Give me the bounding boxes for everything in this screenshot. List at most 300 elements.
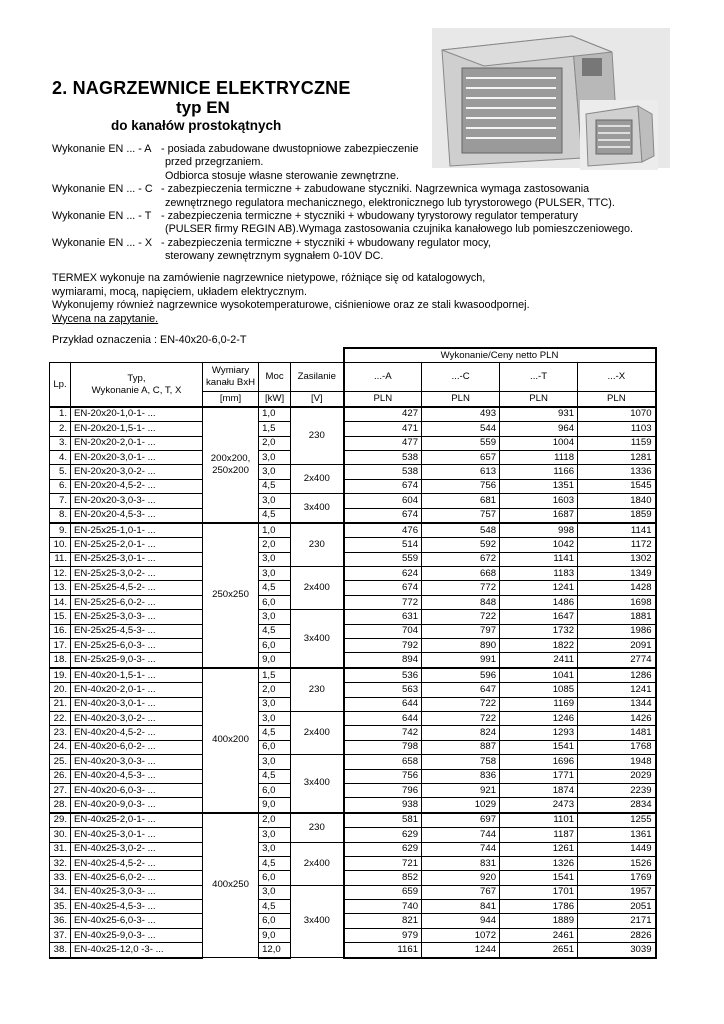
price-t: 1541 [500, 871, 578, 885]
table-row [50, 595, 656, 609]
row-dims: 400x250 [203, 813, 259, 958]
price-x: 1957 [578, 885, 656, 899]
table-row [50, 422, 656, 436]
price-c: 647 [422, 683, 500, 697]
row-type: EN-40x25-4,5-3- ... [71, 900, 203, 914]
price-c: 668 [422, 567, 500, 581]
price-t: 1701 [500, 885, 578, 899]
price-x: 1141 [578, 523, 656, 538]
row-number: 17. [50, 639, 71, 653]
row-type: EN-40x20-3,0-2- ... [71, 711, 203, 725]
price-c: 848 [422, 595, 500, 609]
price-a: 644 [344, 711, 422, 725]
table-row [50, 523, 656, 538]
row-type: EN-20x20-1,5-1- ... [71, 422, 203, 436]
price-c: 757 [422, 508, 500, 523]
header-a: ...-A [344, 363, 422, 392]
group-header: Wykonanie/Ceny netto PLN [344, 348, 656, 363]
price-t: 1647 [500, 610, 578, 624]
row-power: 2,0 [259, 683, 291, 697]
price-a: 852 [344, 871, 422, 885]
row-supply: 3x400 [291, 885, 344, 957]
price-c: 1244 [422, 943, 500, 958]
price-a: 659 [344, 885, 422, 899]
price-x: 1426 [578, 711, 656, 725]
price-t: 1732 [500, 624, 578, 638]
table-row [50, 552, 656, 566]
row-number: 2. [50, 422, 71, 436]
table-row [50, 928, 656, 942]
row-type: EN-20x20-2,0-1- ... [71, 436, 203, 450]
price-t: 1183 [500, 567, 578, 581]
price-t: 964 [500, 422, 578, 436]
price-x: 1481 [578, 726, 656, 740]
price-t: 1041 [500, 668, 578, 683]
price-t: 1603 [500, 494, 578, 508]
row-dims: 250x250 [203, 523, 259, 668]
price-t: 1101 [500, 813, 578, 828]
price-t: 1246 [500, 711, 578, 725]
row-number: 8. [50, 508, 71, 523]
row-power: 1,5 [259, 668, 291, 683]
table-row [50, 697, 656, 711]
row-supply: 3x400 [291, 755, 344, 813]
row-number: 20. [50, 683, 71, 697]
table-row [50, 755, 656, 769]
table-row [50, 479, 656, 493]
price-x: 1526 [578, 856, 656, 870]
row-number: 26. [50, 769, 71, 783]
row-power: 3,0 [259, 885, 291, 899]
row-power: 6,0 [259, 639, 291, 653]
price-t: 1889 [500, 914, 578, 928]
row-number: 22. [50, 711, 71, 725]
row-type: EN-40x20-3,0-1- ... [71, 697, 203, 711]
price-c: 697 [422, 813, 500, 828]
row-power: 3,0 [259, 755, 291, 769]
row-type: EN-40x20-4,5-3- ... [71, 769, 203, 783]
price-c: 758 [422, 755, 500, 769]
price-c: 1072 [422, 928, 500, 942]
price-a: 581 [344, 813, 422, 828]
row-number: 30. [50, 828, 71, 842]
price-a: 427 [344, 407, 422, 422]
price-x: 1449 [578, 842, 656, 856]
price-a: 559 [344, 552, 422, 566]
price-a: 631 [344, 610, 422, 624]
row-power: 4,5 [259, 856, 291, 870]
row-type: EN-40x20-4,5-2- ... [71, 726, 203, 740]
price-a: 629 [344, 828, 422, 842]
variant-text: przed przegrzaniem. [165, 156, 264, 169]
row-type: EN-40x25-4,5-2- ... [71, 856, 203, 870]
price-x: 1769 [578, 871, 656, 885]
table-row [50, 914, 656, 928]
row-number: 37. [50, 928, 71, 942]
row-number: 15. [50, 610, 71, 624]
price-t: 1085 [500, 683, 578, 697]
row-type: EN-25x25-1,0-1- ... [71, 523, 203, 538]
header-power: Moc [259, 363, 291, 392]
row-number: 11. [50, 552, 71, 566]
row-number: 21. [50, 697, 71, 711]
row-number: 19. [50, 668, 71, 683]
price-c: 797 [422, 624, 500, 638]
row-power: 9,0 [259, 798, 291, 813]
row-power: 4,5 [259, 479, 291, 493]
row-number: 4. [50, 450, 71, 464]
header-x: ...-X [578, 363, 656, 392]
variant-text: - zabezpieczenia termiczne + styczniki + wbudowany regulator mocy, [161, 236, 491, 249]
row-power: 3,0 [259, 465, 291, 479]
row-number: 3. [50, 436, 71, 450]
row-power: 3,0 [259, 494, 291, 508]
row-power: 12,0 [259, 943, 291, 958]
price-t: 1822 [500, 639, 578, 653]
price-t: 2651 [500, 943, 578, 958]
row-type: EN-20x20-4,5-2- ... [71, 479, 203, 493]
row-number: 31. [50, 842, 71, 856]
price-t: 1786 [500, 900, 578, 914]
price-c: 613 [422, 465, 500, 479]
price-a: 821 [344, 914, 422, 928]
price-x: 1545 [578, 479, 656, 493]
row-number: 27. [50, 783, 71, 797]
variant-text: zewnętrznego regulatora mechanicznego, elektronicznego lub tyrystorowego (PULSER, TTC). [165, 196, 615, 209]
quote-on-request: Wycena na zapytanie. [52, 312, 159, 325]
row-type: EN-25x25-4,5-3- ... [71, 624, 203, 638]
price-x: 2826 [578, 928, 656, 942]
price-c: 890 [422, 639, 500, 653]
row-supply: 2x400 [291, 465, 344, 494]
price-x: 1428 [578, 581, 656, 595]
row-type: EN-40x20-3,0-3- ... [71, 755, 203, 769]
row-power: 1,0 [259, 407, 291, 422]
price-a: 792 [344, 639, 422, 653]
price-x: 1286 [578, 668, 656, 683]
price-c: 920 [422, 871, 500, 885]
variant-label: Wykonanie EN ... - A [52, 143, 152, 155]
section-type: typ EN [176, 98, 230, 117]
row-type: EN-25x25-3,0-1- ... [71, 552, 203, 566]
blank-cell [50, 348, 344, 363]
section-title: 2. NAGRZEWNICE ELEKTRYCZNE [52, 78, 351, 98]
price-x: 1840 [578, 494, 656, 508]
price-c: 744 [422, 842, 500, 856]
row-power: 6,0 [259, 783, 291, 797]
row-number: 28. [50, 798, 71, 813]
row-number: 18. [50, 653, 71, 668]
price-t: 2411 [500, 653, 578, 668]
table-row [50, 740, 656, 754]
price-t: 931 [500, 407, 578, 422]
table-row [50, 842, 656, 856]
price-c: 767 [422, 885, 500, 899]
table-row [50, 538, 656, 552]
price-t: 1696 [500, 755, 578, 769]
row-number: 1. [50, 407, 71, 422]
price-t: 1351 [500, 479, 578, 493]
table-row [50, 508, 656, 523]
price-x: 1302 [578, 552, 656, 566]
table-row [50, 769, 656, 783]
row-number: 25. [50, 755, 71, 769]
price-c: 772 [422, 581, 500, 595]
row-power: 4,5 [259, 769, 291, 783]
table-row [50, 871, 656, 885]
row-type: EN-25x25-6,0-2- ... [71, 595, 203, 609]
table-row [50, 581, 656, 595]
row-type: EN-40x20-1,5-1- ... [71, 668, 203, 683]
price-x: 3039 [578, 943, 656, 958]
row-power: 6,0 [259, 595, 291, 609]
price-x: 2029 [578, 769, 656, 783]
row-type: EN-40x25-3,0-3- ... [71, 885, 203, 899]
price-t: 1261 [500, 842, 578, 856]
price-c: 887 [422, 740, 500, 754]
price-c: 1029 [422, 798, 500, 813]
info-paragraph [52, 272, 530, 326]
row-power: 3,0 [259, 828, 291, 842]
table-row [50, 407, 656, 422]
price-a: 772 [344, 595, 422, 609]
row-number: 33. [50, 871, 71, 885]
unit-a: PLN [344, 392, 422, 407]
row-number: 24. [50, 740, 71, 754]
price-c: 559 [422, 436, 500, 450]
price-x: 2171 [578, 914, 656, 928]
price-a: 742 [344, 726, 422, 740]
row-power: 6,0 [259, 914, 291, 928]
price-t: 1687 [500, 508, 578, 523]
row-power: 4,5 [259, 900, 291, 914]
row-supply: 2x400 [291, 711, 344, 754]
table-row [50, 828, 656, 842]
price-x: 2239 [578, 783, 656, 797]
row-power: 4,5 [259, 508, 291, 523]
row-type: EN-20x20-3,0-3- ... [71, 494, 203, 508]
header-supply: Zasilanie [291, 363, 344, 392]
row-number: 7. [50, 494, 71, 508]
price-c: 991 [422, 653, 500, 668]
row-type: EN-25x25-2,0-1- ... [71, 538, 203, 552]
row-power: 4,5 [259, 726, 291, 740]
row-number: 34. [50, 885, 71, 899]
variant-label: Wykonanie EN ... - C [52, 183, 153, 196]
price-t: 1541 [500, 740, 578, 754]
variant-label: Wykonanie EN ... - X [52, 236, 153, 249]
price-a: 514 [344, 538, 422, 552]
price-t: 1241 [500, 581, 578, 595]
row-number: 9. [50, 523, 71, 538]
row-power: 9,0 [259, 928, 291, 942]
row-type: EN-40x20-2,0-1- ... [71, 683, 203, 697]
price-a: 798 [344, 740, 422, 754]
row-number: 6. [50, 479, 71, 493]
price-a: 704 [344, 624, 422, 638]
price-x: 1344 [578, 697, 656, 711]
price-c: 596 [422, 668, 500, 683]
row-power: 4,5 [259, 624, 291, 638]
unit-dims: [mm] [203, 392, 259, 407]
row-power: 3,0 [259, 552, 291, 566]
row-power: 3,0 [259, 697, 291, 711]
table-row [50, 624, 656, 638]
price-t: 1118 [500, 450, 578, 464]
price-t: 1486 [500, 595, 578, 609]
unit-x: PLN [578, 392, 656, 407]
price-c: 744 [422, 828, 500, 842]
unit-t: PLN [500, 392, 578, 407]
price-x: 1349 [578, 567, 656, 581]
row-type: EN-25x25-3,0-3- ... [71, 610, 203, 624]
designation-example: Przykład oznaczenia : EN-40x20-6,0-2-T [52, 334, 247, 346]
unit-c: PLN [422, 392, 500, 407]
price-a: 644 [344, 697, 422, 711]
info-line: Wykonujemy również nagrzewnice wysokotemperaturowe, ciśnieniowe oraz ze stali kwasoodpornej. [52, 299, 530, 311]
table-row [50, 465, 656, 479]
table-row [50, 813, 656, 828]
table-row [50, 494, 656, 508]
row-supply: 230 [291, 813, 344, 842]
price-c: 548 [422, 523, 500, 538]
row-type: EN-20x20-1,0-1- ... [71, 407, 203, 422]
price-c: 841 [422, 900, 500, 914]
price-c: 544 [422, 422, 500, 436]
row-type: EN-20x20-4,5-3- ... [71, 508, 203, 523]
table-row [50, 885, 656, 899]
price-a: 629 [344, 842, 422, 856]
price-t: 1004 [500, 436, 578, 450]
row-type: EN-40x25-12,0 -3- ... [71, 943, 203, 958]
row-supply: 3x400 [291, 494, 344, 523]
price-c: 824 [422, 726, 500, 740]
price-a: 979 [344, 928, 422, 942]
price-x: 1070 [578, 407, 656, 422]
price-a: 476 [344, 523, 422, 538]
price-t: 1771 [500, 769, 578, 783]
price-a: 658 [344, 755, 422, 769]
price-t: 1169 [500, 697, 578, 711]
row-power: 3,0 [259, 842, 291, 856]
price-a: 674 [344, 508, 422, 523]
row-number: 35. [50, 900, 71, 914]
price-c: 493 [422, 407, 500, 422]
price-t: 2461 [500, 928, 578, 942]
price-c: 722 [422, 697, 500, 711]
table-row [50, 900, 656, 914]
price-x: 1948 [578, 755, 656, 769]
variant-label: Wykonanie EN ... - T [52, 210, 152, 223]
row-type: EN-25x25-4,5-2- ... [71, 581, 203, 595]
row-power: 9,0 [259, 653, 291, 668]
row-number: 12. [50, 567, 71, 581]
row-type: EN-40x25-6,0-3- ... [71, 914, 203, 928]
price-a: 796 [344, 783, 422, 797]
table-row [50, 711, 656, 725]
price-x: 1881 [578, 610, 656, 624]
price-x: 1361 [578, 828, 656, 842]
price-x: 2834 [578, 798, 656, 813]
price-a: 721 [344, 856, 422, 870]
price-x: 1336 [578, 465, 656, 479]
price-c: 921 [422, 783, 500, 797]
row-number: 29. [50, 813, 71, 828]
unit-supply: [V] [291, 392, 344, 407]
row-power: 2,0 [259, 813, 291, 828]
price-t: 1187 [500, 828, 578, 842]
row-type: EN-40x25-3,0-1- ... [71, 828, 203, 842]
header-c: ...-C [422, 363, 500, 392]
price-c: 681 [422, 494, 500, 508]
row-number: 23. [50, 726, 71, 740]
info-line: TERMEX wykonuje na zamówienie nagrzewnice nietypowe, różniące się od katalogowych, [52, 272, 486, 284]
price-a: 674 [344, 479, 422, 493]
price-t: 1166 [500, 465, 578, 479]
header-dims: Wymiary kanału BxH [203, 363, 259, 392]
row-supply: 230 [291, 668, 344, 712]
row-type: EN-40x25-6,0-2- ... [71, 871, 203, 885]
row-power: 3,0 [259, 610, 291, 624]
price-c: 657 [422, 450, 500, 464]
price-t: 1141 [500, 552, 578, 566]
row-dims: 200x200, 250x200 [203, 407, 259, 523]
variant-text: - zabezpieczenia termiczne + zabudowane styczniki. Nagrzewnica wymaga zastosowania [161, 183, 590, 196]
row-supply: 2x400 [291, 842, 344, 885]
price-c: 831 [422, 856, 500, 870]
variant-text: (PULSER firmy REGIN AB).Wymaga zastosowania czujnika kanałowego lub pomieszczeniowego. [165, 223, 633, 236]
price-x: 2774 [578, 653, 656, 668]
row-type: EN-40x20-6,0-2- ... [71, 740, 203, 754]
price-x: 1172 [578, 538, 656, 552]
price-a: 538 [344, 465, 422, 479]
price-x: 1241 [578, 683, 656, 697]
price-x: 1159 [578, 436, 656, 450]
row-number: 32. [50, 856, 71, 870]
row-type: EN-40x25-2,0-1- ... [71, 813, 203, 828]
row-supply: 3x400 [291, 610, 344, 668]
unit-power: [kW] [259, 392, 291, 407]
row-number: 38. [50, 943, 71, 958]
price-a: 563 [344, 683, 422, 697]
price-a: 756 [344, 769, 422, 783]
price-c: 592 [422, 538, 500, 552]
table-row [50, 783, 656, 797]
header-lp: Lp. [50, 363, 71, 407]
header-t: ...-T [500, 363, 578, 392]
table-row [50, 726, 656, 740]
price-a: 938 [344, 798, 422, 813]
row-type: EN-20x20-3,0-2- ... [71, 465, 203, 479]
price-c: 944 [422, 914, 500, 928]
row-type: EN-25x25-6,0-3- ... [71, 639, 203, 653]
row-power: 3,0 [259, 450, 291, 464]
info-line: wymiarami, mocą, napięciem, układem elektrycznym. [52, 285, 308, 298]
variant-text: Odbiorca stosuje własne sterowanie zewnętrzne. [165, 169, 400, 182]
table-row [50, 436, 656, 450]
price-a: 674 [344, 581, 422, 595]
row-type: EN-40x20-9,0-3- ... [71, 798, 203, 813]
row-power: 2,0 [259, 436, 291, 450]
variant-text: sterowany zewnętrznym sygnałem 0-10V DC. [165, 250, 384, 263]
table-row [50, 668, 656, 683]
table-row [50, 450, 656, 464]
price-c: 756 [422, 479, 500, 493]
price-a: 536 [344, 668, 422, 683]
row-number: 5. [50, 465, 71, 479]
price-table [49, 347, 657, 959]
price-x: 1281 [578, 450, 656, 464]
